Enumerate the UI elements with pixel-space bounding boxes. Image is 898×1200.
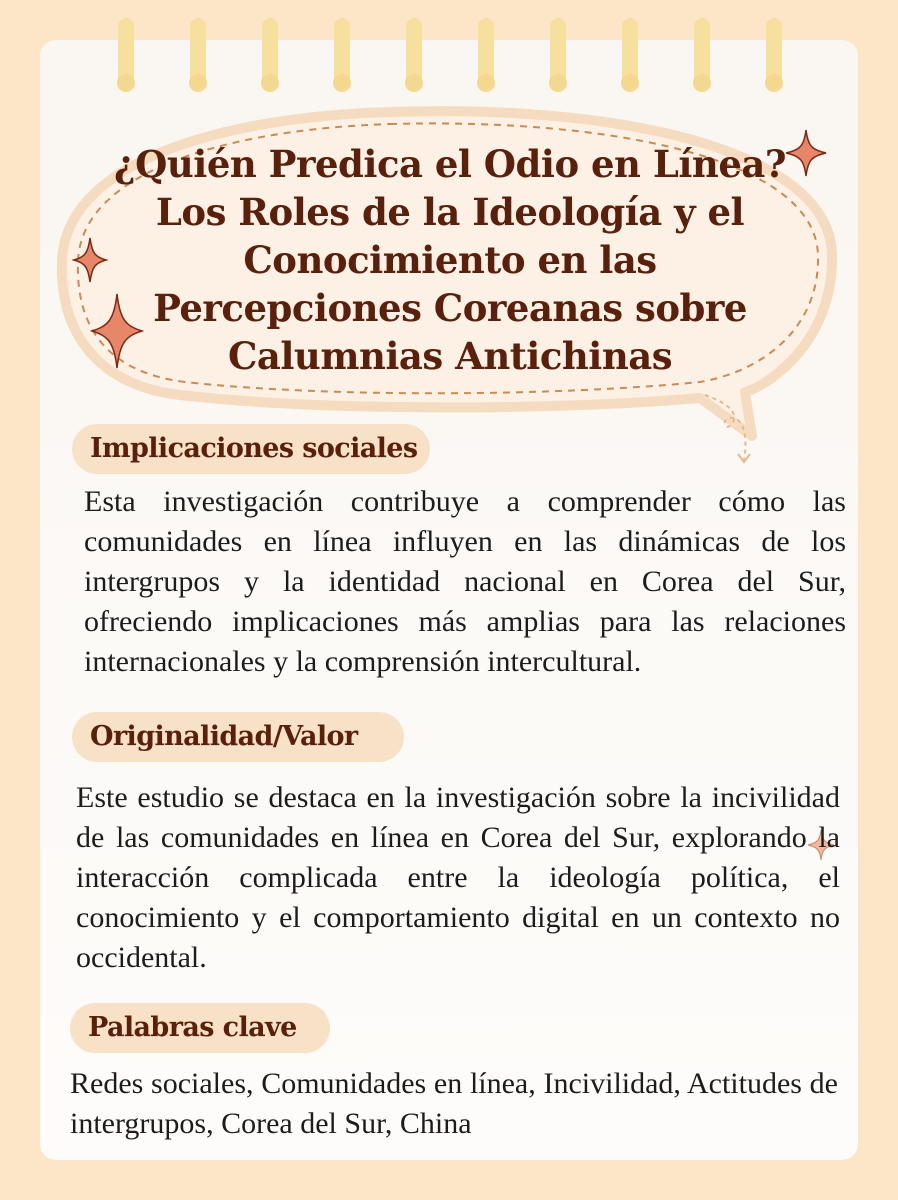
sparkle-star-icon [72,236,108,284]
page-title: ¿Quién Predica el Odio en Línea? Los Roles de la Ideología y el Conocimiento en las Percepciones Coreanas sobre Calumnias Antichinas [113,142,787,378]
section-heading-originalidad: Originalidad/Valor [72,712,404,762]
dashed-arrow-icon [700,390,770,470]
section-body-implicaciones: Esta investigación contribuye a comprender cómo las comunidades en línea influyen en las dinámicas de los intergrupos y la identidad nacional en Corea del Sur, ofreciendo implicaciones más amplias para las relaciones internacionales y la comprensión intercultural. [84,485,846,678]
section-body-palabras-clave: Redes sociales, Comunidades en línea, Incivilidad, Actitudes de intergrupos, Corea del Sur, China [70,1067,838,1140]
section-body-originalidad: Este estudio se destaca en la investigación sobre la incivilidad de las comunidades en línea en Corea del Sur, explorando la interacción complicada entre la ideología política, el conocimiento y el comportamiento digital en un contexto no occidental. [76,781,840,974]
sparkle-star-icon [784,128,828,178]
section-heading-palabras-clave: Palabras clave [70,1003,330,1053]
section-heading-implicaciones: Implicaciones sociales [72,424,430,474]
